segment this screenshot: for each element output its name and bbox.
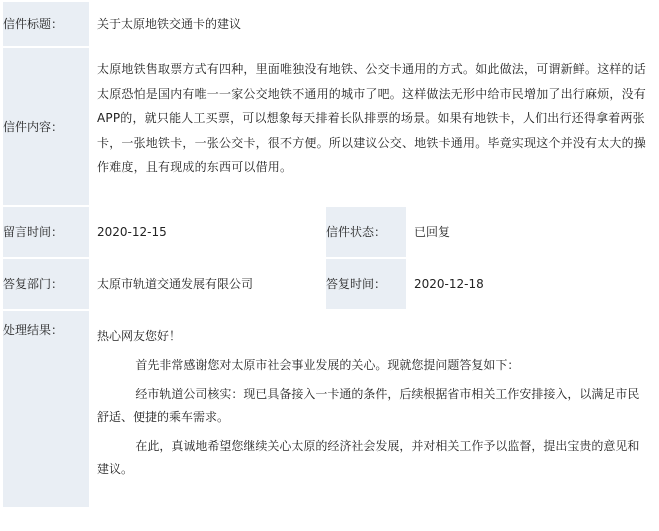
title-value-cell [91,2,656,46]
reply-paragraph: 首先非常感谢您对太原市社会事业发展的关心。现就您提问题答复如下： [135,358,520,372]
reply-time-value-cell [408,259,656,309]
dept-reply-time-row [3,259,656,309]
dept-label-cell [3,259,89,309]
letter-status: 已回复 [414,225,451,239]
date-status-row [3,207,656,257]
content-label: 信件内容： [3,120,64,134]
content-value-cell [91,48,656,205]
reply-paragraph: 经市轨道公司核实：现已具备接入一卡通的条件，后续根据省市相关工作安排接入，以满足市民舒适、便捷的乘车需求。 [97,387,640,424]
dept-value-cell [91,259,324,309]
result-label-cell [3,311,89,507]
status-label-cell [326,207,406,257]
letter-detail-table [1,0,658,509]
message-date: 2020-12-15 [97,225,167,239]
result-value-cell [91,311,656,507]
letter-title: 关于太原地铁交通卡的建议 [97,17,242,31]
date-label: 留言时间： [3,225,64,239]
reply-time-label-cell [326,259,406,309]
content-row [3,48,656,205]
result-label: 处理结果： [3,323,64,337]
title-label: 信件标题： [3,17,64,31]
date-value-cell [91,207,324,257]
status-label: 信件状态： [326,225,387,239]
reply-department: 太原市轨道交通发展有限公司 [97,277,254,291]
reply-paragraph: 在此，真诚地希望您继续关心太原的经济社会发展，并对相关工作予以监督，提出宝贵的意见和建议。 [97,439,640,476]
title-row [3,2,656,46]
result-row [3,311,656,507]
reply-time-label: 答复时间： [326,277,387,291]
content-label-cell [3,48,89,205]
date-label-cell [3,207,89,257]
letter-content: 太原地铁售取票方式有四种，里面唯独没有地铁、公交卡通用的方式。如此做法，可谓新鲜。这样的话太原恐怕是国内有唯一一家公交地铁不通用的城市了吧。这样做法无形中给市民增加了出行麻烦，没有APP的，就只能人工买票，可以想象每天排着长队排票的场景。如果有地铁卡，人们出行还得拿着两张卡，一张地铁卡，一张公交卡，很不方便。所以建议公交、地铁卡通用。毕竟实现这个并没有太大的操作难度，且有现成的东西可以借用。 [97,62,647,174]
dept-label: 答复部门： [3,277,64,291]
reply-body [91,311,656,481]
title-label-cell [3,2,89,46]
status-value-cell [408,207,656,257]
reply-greeting: 热心网友您好！ [97,329,182,343]
reply-time: 2020-12-18 [414,277,484,291]
